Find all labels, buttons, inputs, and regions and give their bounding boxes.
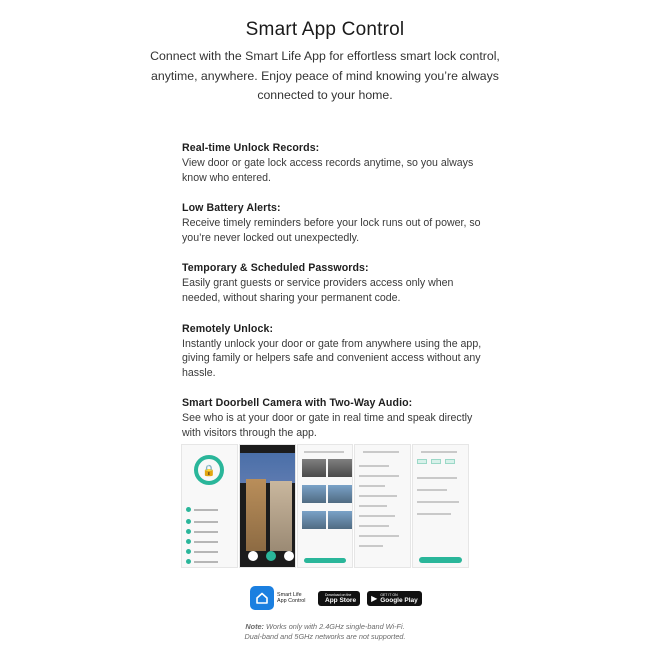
app-screenshot-camera [239, 444, 296, 568]
feature-title: Temporary & Scheduled Passwords: [182, 262, 369, 275]
camera-view-door [246, 479, 266, 551]
app-store-text [325, 593, 356, 604]
gallery-thumbnail [302, 485, 326, 503]
feature-item [182, 198, 482, 245]
gallery-thumbnail [302, 459, 326, 477]
page-title: Smart App Control [242, 19, 409, 41]
menu-row [186, 519, 232, 524]
menu-row [186, 539, 232, 544]
feature-title: Smart Doorbell Camera with Two-Way Audio: [182, 397, 413, 410]
app-screenshots [181, 444, 469, 568]
app-name: Smart Life App Control [277, 591, 306, 604]
mute-icon [248, 551, 258, 561]
google-play-icon: ▶ [371, 593, 378, 603]
gallery-thumbnail [328, 485, 352, 503]
camera-view-wall [270, 481, 292, 551]
feature-description: Instantly unlock your door or gate from anywhere using the app, giving family or helpers safe and convenient access without any hassle. [182, 337, 482, 379]
menu-row [186, 529, 232, 534]
feature-title: Real-time Unlock Records: [182, 142, 320, 154]
header-line [363, 451, 399, 453]
feature-description: View door or gate lock access records anytime, so you always know who entered. [182, 157, 474, 184]
form-line [417, 477, 457, 479]
feature-title: Low Battery Alerts: [182, 202, 281, 215]
home-icon [255, 591, 269, 605]
header-line [304, 451, 344, 453]
intro-text: Connect with the Smart Life App for effortless smart lock control, anytime, anywhere. Enjoy peace of mind knowing you’re always connected to your home. [150, 49, 500, 103]
snapshot-icon [284, 551, 294, 561]
gallery-thumbnail [328, 459, 352, 477]
record-line [359, 465, 389, 467]
form-line [417, 513, 451, 515]
note-line-1 [0, 622, 650, 632]
feature-list [182, 138, 482, 454]
record-line [359, 505, 387, 507]
save-bar [419, 557, 462, 563]
feature-item [182, 258, 482, 305]
header-line [421, 451, 457, 453]
record-line [359, 545, 383, 547]
app-store-big: App Store [325, 597, 357, 604]
smart-life-app-icon [250, 586, 274, 610]
google-play-small: GET IT ON [380, 592, 398, 597]
google-play-big: Google Play [380, 597, 418, 604]
record-line [359, 515, 395, 517]
google-play-badge[interactable] [367, 591, 422, 606]
menu-row [186, 559, 232, 564]
app-screenshot-passwords [412, 444, 469, 568]
menu-row [186, 549, 232, 554]
app-screenshot-home [181, 444, 238, 568]
feature-item [182, 138, 482, 185]
title-wrap [0, 19, 650, 41]
talk-icon [266, 551, 276, 561]
note-text-1: Works only with 2.4GHz single-band Wi-Fi. [266, 622, 405, 631]
feature-description: Receive timely reminders before your lock runs out of power, so you’re never locked out unexpectedly. [182, 217, 481, 244]
form-line [417, 489, 447, 491]
gallery-thumbnail [328, 511, 352, 529]
google-play-text [380, 593, 418, 604]
app-screenshot-gallery [297, 444, 354, 568]
feature-item [182, 393, 482, 440]
feature-description: See who is at your door or gate in real time and speak directly with visitors through the app. [182, 412, 473, 439]
note [0, 622, 650, 642]
lock-icon: 🔒 [194, 455, 224, 485]
app-screenshot-records [354, 444, 411, 568]
app-badges [250, 585, 422, 611]
record-line [359, 525, 389, 527]
feature-title: Remotely Unlock: [182, 322, 274, 335]
note-text-2: Dual-band and 5GHz networks are not supported. [244, 632, 406, 641]
form-line [417, 501, 459, 503]
app-store-badge[interactable] [318, 591, 360, 606]
record-line [359, 495, 397, 497]
feature-description: Easily grant guests or service providers access only when needed, without sharing your permanent code. [182, 277, 454, 304]
record-line [359, 535, 399, 537]
option-chip [417, 459, 427, 464]
menu-row [186, 507, 232, 512]
gallery-action-bar [304, 558, 347, 563]
record-line [359, 485, 385, 487]
record-line [359, 475, 399, 477]
feature-item [182, 319, 482, 381]
option-chip [431, 459, 441, 464]
option-chip [445, 459, 455, 464]
note-label: Note: [245, 622, 264, 631]
gallery-thumbnail [302, 511, 326, 529]
app-store-small: Download on the [325, 592, 352, 597]
